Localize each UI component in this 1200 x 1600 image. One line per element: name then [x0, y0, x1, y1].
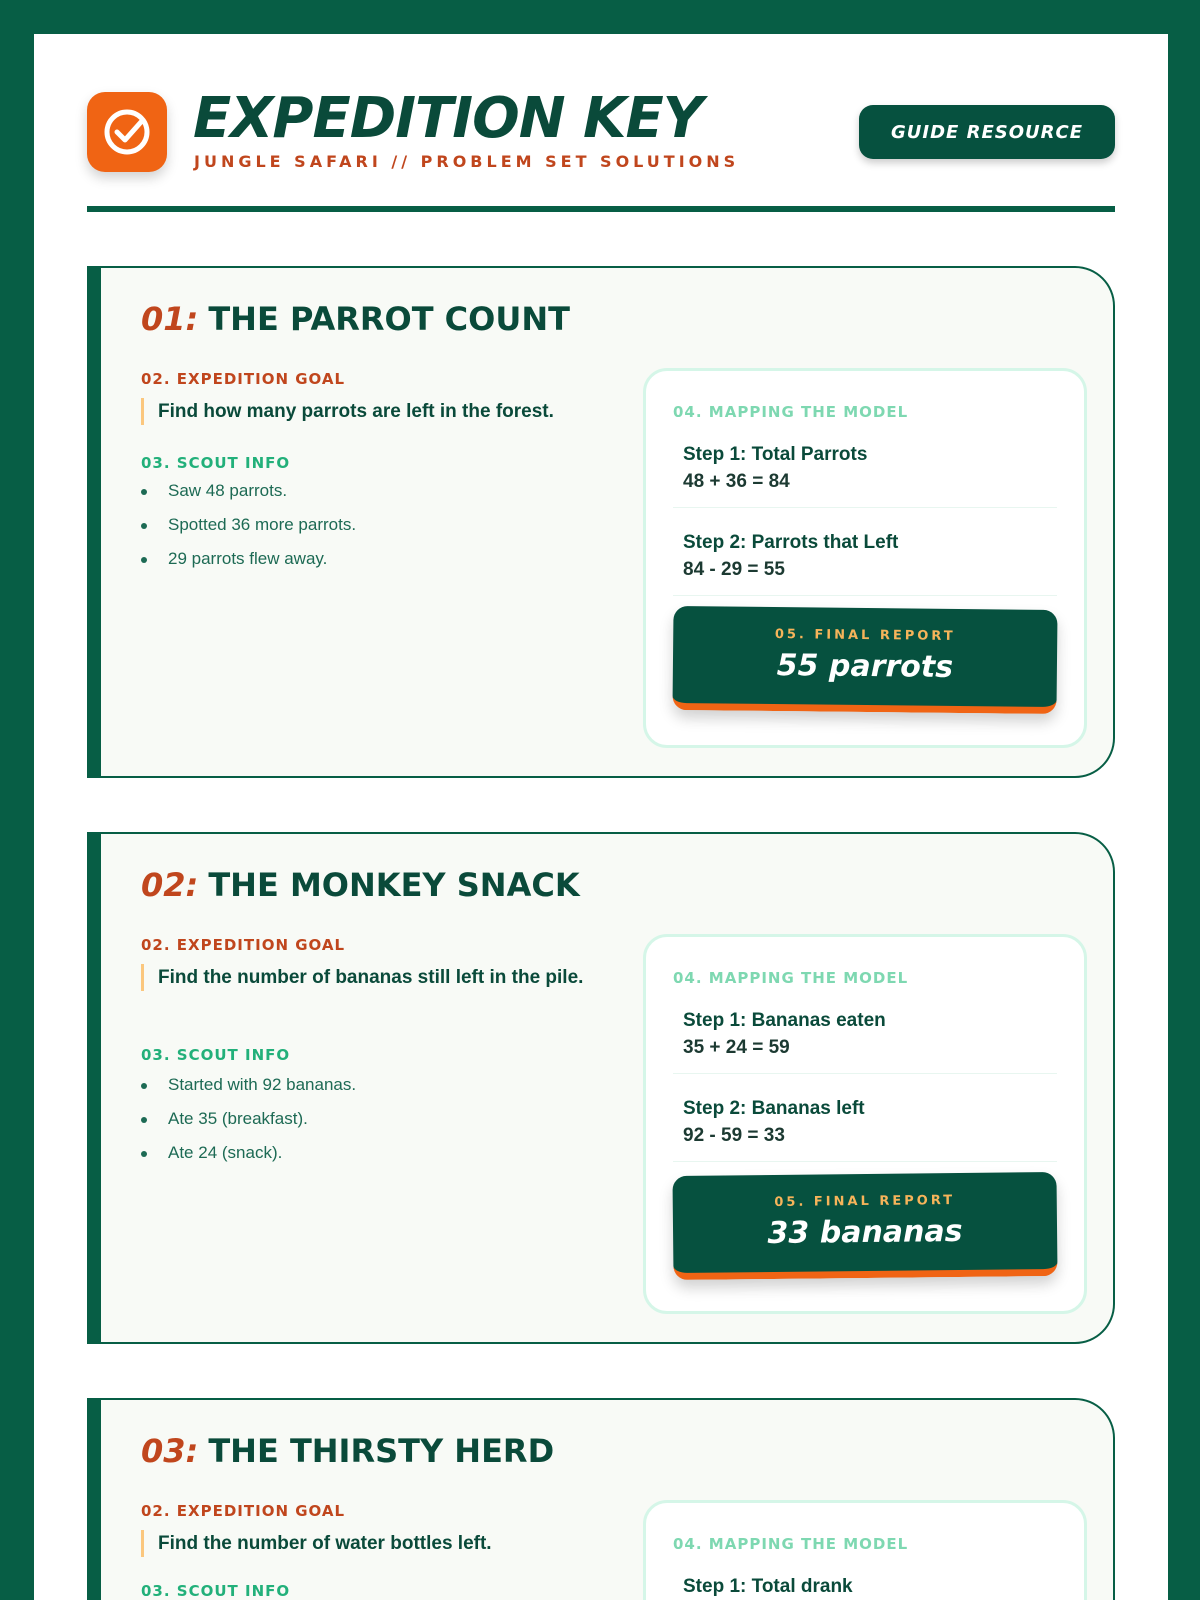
problem-title-text: THE PARROT COUNT	[208, 300, 570, 338]
model-panel	[643, 934, 1087, 1314]
goal-label: 02. EXPEDITION GOAL	[141, 936, 346, 954]
scout-label: 03. SCOUT INFO	[141, 1582, 291, 1600]
step-equation: 48 + 36 = 84	[683, 471, 790, 492]
goal-label: 02. EXPEDITION GOAL	[141, 1502, 346, 1520]
step-divider	[673, 1161, 1057, 1162]
problem-number: 01:	[141, 300, 199, 338]
model-panel	[643, 1500, 1087, 1600]
step-title: Step 2: Parrots that Left	[683, 532, 899, 553]
list-item: Spotted 36 more parrots.	[141, 515, 356, 535]
worksheet-page	[34, 34, 1168, 1600]
list-item: Started with 92 bananas.	[141, 1075, 356, 1095]
header-divider	[87, 206, 1115, 212]
step-divider	[673, 507, 1057, 508]
problem-card-2	[87, 832, 1115, 1344]
step-2	[683, 529, 1057, 583]
model-label: 04. MAPPING THE MODEL	[673, 969, 909, 987]
model-label: 04. MAPPING THE MODEL	[673, 403, 909, 421]
step-title: Step 1: Total Parrots	[683, 444, 868, 465]
scout-list	[141, 481, 356, 583]
step-1	[683, 1007, 1057, 1061]
page-header	[87, 86, 1115, 210]
step-1	[683, 441, 1057, 495]
goal-text: Find how many parrots are left in the forest.	[141, 398, 591, 425]
final-report	[672, 1172, 1057, 1280]
list-item: Ate 35 (breakfast).	[141, 1109, 356, 1129]
list-item: Ate 24 (snack).	[141, 1143, 356, 1163]
final-report	[672, 606, 1057, 714]
page-title: EXPEDITION KEY	[193, 86, 703, 151]
guide-resource-badge: GUIDE RESOURCE	[859, 105, 1115, 159]
step-1	[683, 1573, 1057, 1600]
check-circle-icon	[87, 92, 167, 172]
scout-list	[141, 1075, 356, 1177]
step-divider	[673, 1073, 1057, 1074]
final-report-label: 05. FINAL REPORT	[774, 1193, 956, 1210]
problem-title	[141, 300, 570, 338]
scout-label: 03. SCOUT INFO	[141, 1046, 291, 1064]
step-title: Step 1: Bananas eaten	[683, 1010, 886, 1031]
step-2	[683, 1095, 1057, 1149]
problem-card-1	[87, 266, 1115, 778]
list-item: 29 parrots flew away.	[141, 549, 356, 569]
page-subtitle: JUNGLE SAFARI // PROBLEM SET SOLUTIONS	[194, 152, 740, 171]
problem-title	[141, 1432, 554, 1470]
final-answer: 33 bananas	[767, 1213, 963, 1252]
step-title: Step 1: Total drank	[683, 1576, 853, 1597]
step-title: Step 2: Bananas left	[683, 1098, 865, 1119]
goal-text: Find the number of water bottles left.	[141, 1530, 591, 1557]
problem-title	[141, 866, 580, 904]
problem-title-text: THE MONKEY SNACK	[208, 866, 580, 904]
problem-number: 02:	[141, 866, 199, 904]
step-divider	[673, 595, 1057, 596]
problem-title-text: THE THIRSTY HERD	[208, 1432, 555, 1470]
model-label: 04. MAPPING THE MODEL	[673, 1535, 909, 1553]
final-report-label: 05. FINAL REPORT	[774, 627, 956, 644]
final-answer: 55 parrots	[776, 648, 954, 685]
scout-label: 03. SCOUT INFO	[141, 454, 291, 472]
goal-label: 02. EXPEDITION GOAL	[141, 370, 346, 388]
step-equation: 35 + 24 = 59	[683, 1037, 790, 1058]
step-equation: 84 - 29 = 55	[683, 559, 785, 580]
step-equation: 92 - 59 = 33	[683, 1125, 785, 1146]
list-item: Saw 48 parrots.	[141, 481, 356, 501]
problem-card-3	[87, 1398, 1115, 1600]
goal-text: Find the number of bananas still left in the pile.	[141, 964, 591, 991]
problem-number: 03:	[141, 1432, 199, 1470]
model-panel	[643, 368, 1087, 748]
